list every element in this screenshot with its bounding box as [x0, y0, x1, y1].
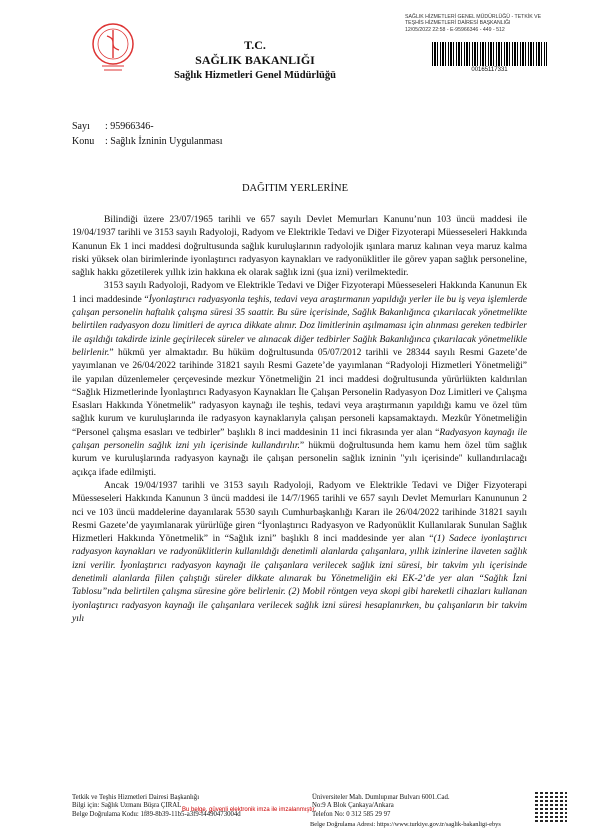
- paragraph-3: [72, 479, 527, 625]
- footer-department: Tetkik ve Teşhis Hizmetleri Dairesi Başkanlığı: [72, 794, 200, 801]
- sayi-label: Sayı: [72, 121, 90, 132]
- stamp-line-3: 12/05/2022 22:58 - E-95966346 - 449 - 512: [405, 26, 505, 33]
- letter-body: [72, 213, 527, 625]
- registry-stamp: [405, 14, 575, 33]
- footer-contact-person: Bilgi için: Sağlık Uzmanı Büşra ÇIRAL: [72, 802, 182, 810]
- letterhead-directorate: Sağlık Hizmetleri Genel Müdürlüğü: [174, 70, 336, 81]
- footer-address-1: Üniversiteler Mah. Dumlupınar Bulvarı 6001.Cad.: [312, 794, 450, 801]
- konu-row: [72, 135, 223, 149]
- p3-text-a: Ancak 19/04/1937 tarihli ve 3153 sayılı Radyoloji, Radyom ve Elektrikle Tedavi ve Diğer Fizyoterapi Müesseseleri Hakkında Kanunun 3 üncü maddesi ile 14/7/1965 tarihli ve 657 sayılı Devlet Memurları Kanununun 2 nci ve 103 üncü maddelerine dayanılarak 5530 sayılı Cumhurbaşkanlığı Kararı ile 26/04/2022 tarihinde 31821 sayılı Resmi Gazete’de yayımlanarak yürürlüğe giren “İyonlaştırıcı Radyasyon ve Radyonüklit Kullanılarak Sunulan Sağlık Hizmetleri Hakkında Yönetmelik” in “Sağlık izni” başlıklı 8 inci maddesinde yer alan “: [72, 479, 527, 545]
- letterhead-ministry: SAĞLIK BAKANLIĞI: [195, 53, 315, 67]
- paragraph-2: [72, 279, 527, 478]
- p2-text-c: ” hükmü yer almaktadır. Bu hüküm doğrultusunda 05/07/2012 tarihli ve 28344 sayılı Resmi Gazete’de yayımlanan ve 26/04/2022 tarihinde 31821 sayılı Resmi Gazete’de yayımlanan “Radyoloji Hizmetleri Yönetmeliği” ile yapılan düzenlemeler çerçevesinde mezkur Yönetmeliğin 21 inci maddesi doğrultusunda yürürlükten kaldırılan “Sağlık Hizmetlerinde İyonlaştırıcı Radyasyon Kaynakları İle Çalışan Personelin Radyasyon Doz Limitleri ve Çalışma Esasları Hakkında Yönetmelik” radyasyon kaynağı ile teşhis, tedavi veya araştırmanın yapıldığı kamu ve özel tüm sağlık kurum ve kuruluşlarında ile radyasyon kaynaklarıyla çalışan personeli kapsamaktaydı. Mezkûr Yönetmeliğin “Personel çalışma esasları ve tedbirler” başlıklı 8 inci maddesinin 11 inci fıkrasında yer alan “: [72, 346, 527, 438]
- letterhead-tc: T.C.: [244, 38, 266, 52]
- stamp-line-2: TEŞHİS HİZMETLERİ DAİRESİ BAŞKANLIĞI: [405, 20, 511, 27]
- p2-text-a: 3153 sayılı Radyoloji, Radyom ve Elektrikle Tedavi ve Diğer Fizyoterapi Müesseseleri Hakkında Kanunun Ek 1 inci maddesinde “: [72, 280, 527, 305]
- qr-code: [535, 790, 567, 822]
- footer-verify-url[interactable]: Belge Doğrulama Adresi: https://www.turkiye.gov.tr/saglik-bakanligi-ebys: [310, 821, 501, 828]
- letterhead: [150, 38, 360, 83]
- p2-quote-regulation: Radyasyon kaynağı ile çalışan personelin sağlık izni yılı içerisinde kullandırılır.: [72, 426, 527, 452]
- distribution-heading: DAĞITIM YERLERİNE: [241, 183, 349, 194]
- konu-label: Konu: [72, 136, 95, 147]
- barcode-number: 00165117331: [471, 67, 508, 73]
- paragraph-1: Bilindiği üzere 23/07/1965 tarihli ve 657 sayılı Devlet Memurları Kanunu’nun 103 üncü maddesi ile 19/04/1937 tarihli ve 3153 sayılı Radyoloji, Radyom ve Elektrikle Tedavi ve Diğer Fizyoterapi Müesseseleri Hakkında Kanunun Ek 1 inci maddesi doğrultusunda sağlık kuruluşlarının radyolojik ışınlara maruz kalınan veya maruz kalma riski yüksek olan birimlerinde iyonlaştırıcı radyasyon kaynakları ve radyonüklitler ile görev yapan sağlık personeline, sağlık hakkı gözetilerek yıllık izin hakkına ek olarak sağlık izni (şua izni) verilmektedir.: [72, 214, 527, 279]
- footer-verification-code: Belge Doğrulama Kodu: 1f89-8b39-11b5-a3f9-f4490473004d: [72, 810, 241, 818]
- barcode: [432, 42, 547, 66]
- p2-text-e: ” hükmü doğrultusunda hem kamu hem özel tüm sağlık kurum ve kuruluşlarında radyasyon kaynağı ile çalışan personelin sağlık izninin "yılı içerisinde" kullandırılacağı açıkça ifade edilmişti.: [72, 440, 527, 478]
- footer-phone: Telefon No: 0 312 585 29 97: [312, 810, 391, 818]
- esign-note: Bu belge, güvenli elektronik imza ile imzalanmıştır.: [182, 807, 317, 813]
- p3-quote-article-8: (1) Sadece iyonlaştırıcı radyasyon kaynakları ve radyonüklitlerin kullanıldığı denetimli alanlarda çalışanlara, yıllık izinlerine ilaveten sağlık izni verilir. İyonlaştırıcı radyasyon kaynağı ile çalışanlara verilecek sağlık izni süresi, bir takvim yılı içerisinde denetimli alanlarda fiilen çalıştığı süreler dikkate alınarak bu Yönetmeliğin eki EK-2’de yer alan “Sağlık İzni Tablosu”nda belirtilen çalışma süresine göre belirlenir. (2) Mobil röntgen veya skopi gibi hareketli cihazları kullanan iyonlaştırıcı radyasyon kaynağı ile çalışanlara verilecek sağlık izni süresi hesaplanırken, bu çalışanların bir takvim yılı: [72, 533, 528, 624]
- konu-value: : Sağlık İzninin Uygulanması: [105, 136, 223, 147]
- ministry-logo-icon: [88, 22, 138, 90]
- stamp-line-1: SAĞLIK HİZMETLERİ GENEL MÜDÜRLÜĞÜ - TETKİK VE: [405, 14, 542, 20]
- p2-quote-law: İyonlaştırıcı radyasyonla teşhis, tedavi veya araştırmanın yapıldığı yerler ile bu iş veya işlemlerde çalışan personelin haftalık çalışma süresi 35 saattir. Bu süre içerisinde, Sağlık Bakanlığınca çıkarılacak yönetmelikte belirtilen radyasyon dozu limitleri de ayrıca dikkate alınır. Doz limitlerinin aşılmaması için alınması gereken tedbirler ile aşıldığı takdirde izinle geçirilecek süreler ve alınacak diğer tedbirler Sağlık Bakanlığınca çıkarılacak yönetmelikle belirlenir.: [72, 293, 527, 358]
- sayi-row: [72, 120, 154, 134]
- footer-address-2: No:9 A Blok Çankaya/Ankara: [312, 802, 394, 810]
- sayi-value: : 95966346-: [105, 121, 154, 132]
